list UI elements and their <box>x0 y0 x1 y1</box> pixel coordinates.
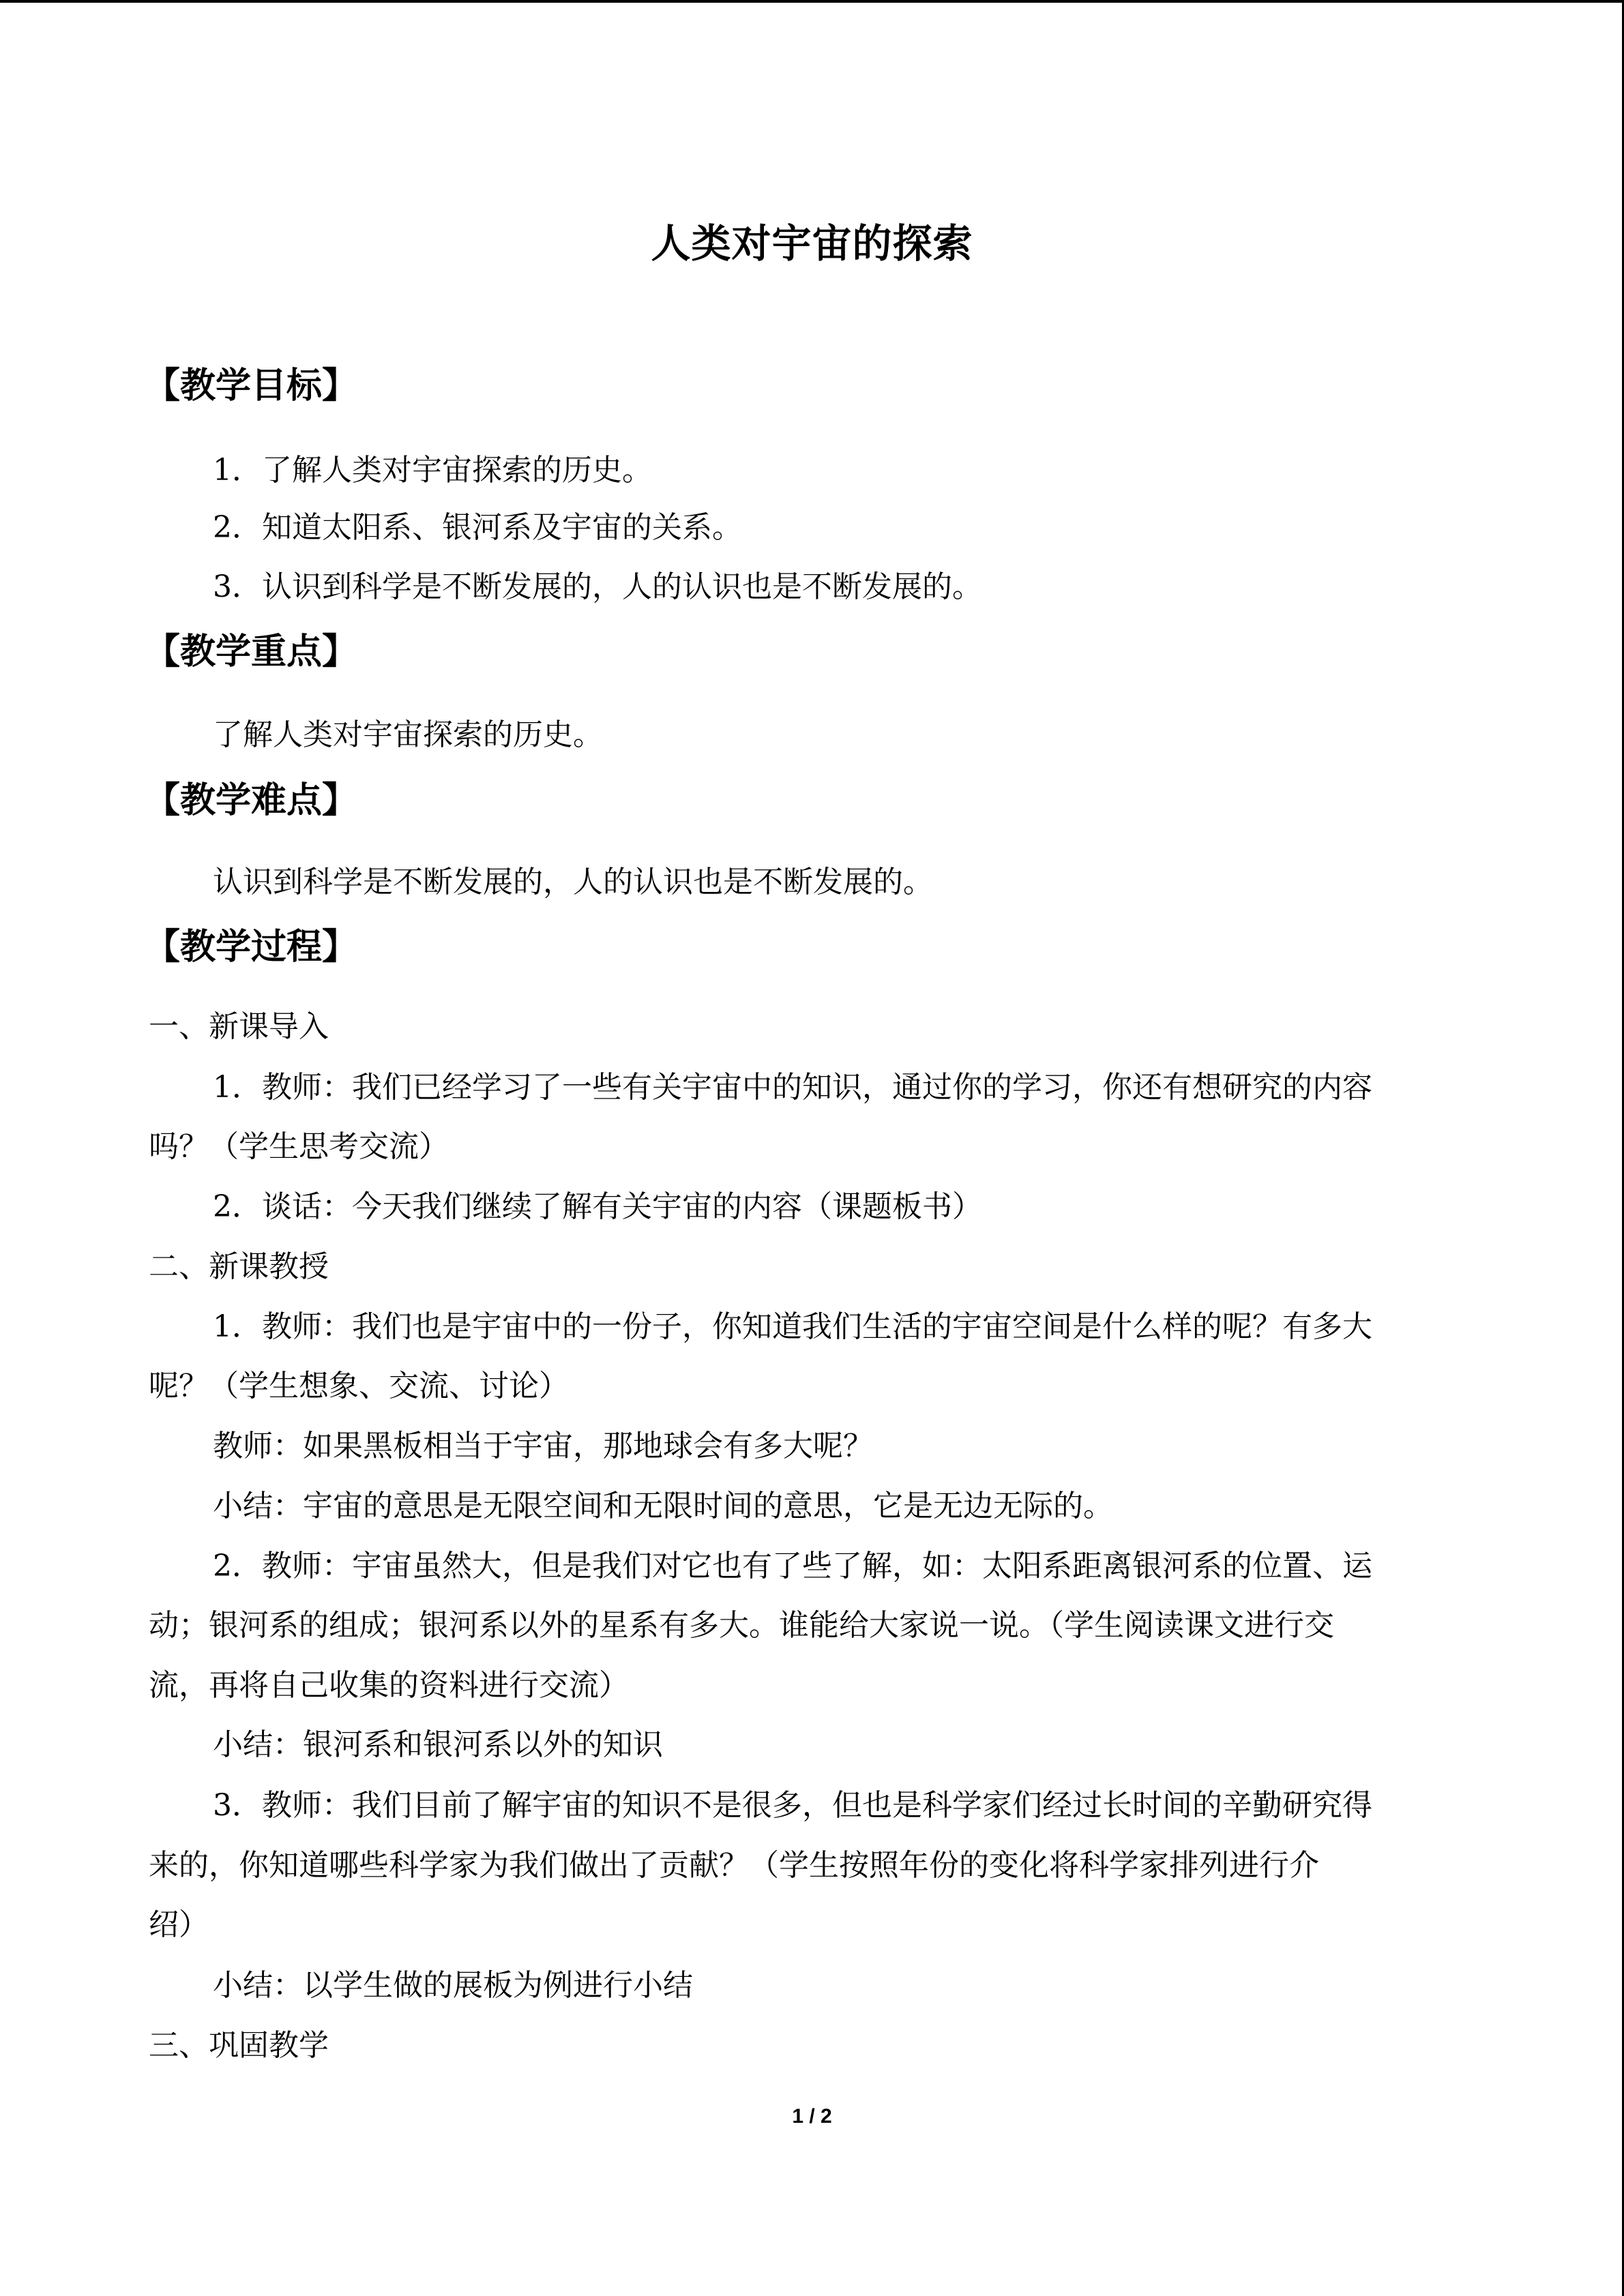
difficulties-text: 认识到科学是不断发展的，人的认识也是不断发展的。 <box>213 865 933 899</box>
goal-item-number: 1． <box>213 453 262 488</box>
heading-difficulties: 【教学难点】 <box>145 779 358 821</box>
part1-title: 一、新课导入 <box>149 1009 329 1044</box>
part2-para2-summary: 小结：银河系和银河系以外的知识 <box>213 1727 663 1762</box>
goal-item-number: 3． <box>213 569 262 604</box>
goal-item-3 <box>213 569 1543 604</box>
heading-key-points: 【教学重点】 <box>145 631 358 672</box>
goal-item-number: 2． <box>213 510 262 545</box>
part1-para2: 2．谈话：今天我们继续了解有关宇宙的内容（课题板书） <box>213 1189 982 1224</box>
part2-para1-line1: 1．教师：我们也是宇宙中的一份子，你知道我们生活的宇宙空间是什么样的呢？有多大 <box>213 1309 1372 1344</box>
goal-item-text: 知道太阳系、银河系及宇宙的关系。 <box>262 510 742 545</box>
document-title: 人类对宇宙的探索 <box>651 220 973 267</box>
part2-para2-line1: 2．教师：宇宙虽然大，但是我们对它也有了些了解，如：太阳系距离银河系的位置、运 <box>213 1549 1372 1583</box>
goal-item-text: 认识到科学是不断发展的，人的认识也是不断发展的。 <box>262 569 982 604</box>
part3-title: 三、巩固教学 <box>149 2028 329 2063</box>
goal-item-2 <box>213 510 1543 545</box>
part2-para3-line1: 3．教师：我们目前了解宇宙的知识不是很多，但也是科学家们经过长时间的辛勤研究得 <box>213 1788 1372 1823</box>
heading-teaching-process: 【教学过程】 <box>145 926 358 968</box>
part2-para1-question: 教师：如果黑板相当于宇宙，那地球会有多大呢？ <box>213 1429 873 1463</box>
part2-para1-line2: 呢？（学生想象、交流、讨论） <box>149 1369 569 1403</box>
part1-para1-line1: 1．教师：我们已经学习了一些有关宇宙中的知识，通过你的学习，你还有想研究的内容 <box>213 1070 1372 1105</box>
part1-para1-line2: 吗？（学生思考交流） <box>149 1129 449 1164</box>
part2-para2-line2: 动；银河系的组成；银河系以外的星系有多大。谁能给大家说一说。（学生阅读课文进行交 <box>149 1608 1334 1643</box>
part2-para1-summary: 小结：宇宙的意思是无限空间和无限时间的意思，它是无边无际的。 <box>213 1489 1113 1523</box>
part2-para2-line3: 流，再将自己收集的资料进行交流） <box>149 1668 629 1703</box>
part2-title: 二、新课教授 <box>149 1249 329 1284</box>
goal-item-text: 了解人类对宇宙探索的历史。 <box>262 453 652 488</box>
page-number: 1 / 2 <box>792 2105 832 2128</box>
goal-item-1 <box>213 453 1543 488</box>
part2-para3-line2: 来的，你知道哪些科学家为我们做出了贡献？（学生按照年份的变化将科学家排列进行介 <box>149 1848 1319 1883</box>
key-points-text: 了解人类对宇宙探索的历史。 <box>213 717 603 752</box>
part2-para3-summary: 小结：以学生做的展板为例进行小结 <box>213 1968 693 2003</box>
part2-para3-line3: 绍） <box>149 1907 209 1942</box>
heading-teaching-goals: 【教学目标】 <box>145 365 358 406</box>
